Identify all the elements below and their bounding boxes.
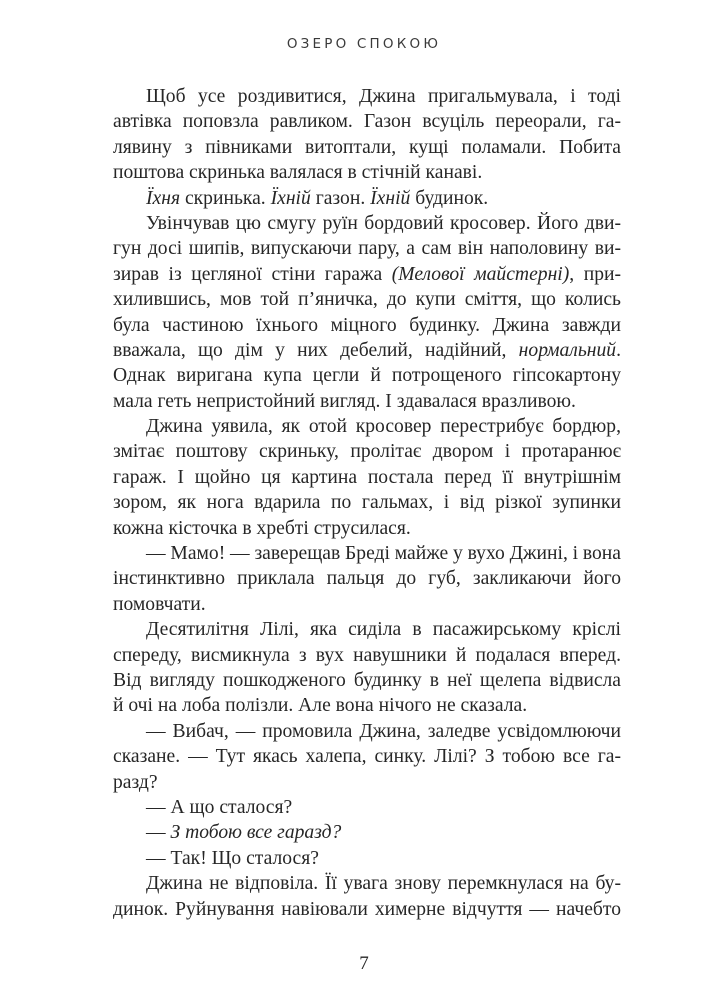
text-segment: газон. bbox=[310, 187, 371, 209]
text-line-content bbox=[113, 439, 621, 464]
text-line-content bbox=[146, 846, 319, 871]
text-segment: мала геть непристойний вигляд. І здавалася вразливою. bbox=[113, 390, 576, 412]
text-segment: будинок. bbox=[410, 187, 489, 209]
text-segment: Десятилітня Лілі, яка сиділа в пасажирському кріслі bbox=[146, 619, 621, 641]
text-line bbox=[113, 668, 621, 693]
text-segment: змітає поштову скриньку, пролітає двором і протаранює bbox=[113, 441, 621, 463]
text-line-content bbox=[113, 109, 621, 134]
page-number: 7 bbox=[359, 953, 369, 974]
text-segment: Однак виригана купа цегли й потрощеного гіпсокартону bbox=[113, 365, 621, 387]
text-line bbox=[113, 109, 621, 134]
text-line-content bbox=[113, 287, 621, 312]
text-line bbox=[113, 135, 621, 160]
text-line bbox=[113, 871, 621, 896]
text-line bbox=[113, 693, 621, 718]
text-line-content bbox=[146, 84, 621, 109]
text-line-content bbox=[113, 135, 621, 160]
text-line bbox=[113, 744, 621, 769]
text-segment: Увінчував цю смугу руїн бордовий кросовер. Його дви- bbox=[146, 212, 621, 234]
text-line-content bbox=[113, 643, 621, 668]
text-segment: помовчати. bbox=[113, 593, 206, 615]
text-line bbox=[113, 897, 621, 922]
text-line-content bbox=[146, 820, 341, 845]
text-segment: автівка поповзла равликом. Газон всуціль переорали, га- bbox=[113, 111, 621, 133]
text-line bbox=[113, 389, 621, 414]
text-segment: — А що сталося? bbox=[146, 796, 293, 818]
text-line-content bbox=[113, 313, 621, 338]
text-line bbox=[113, 846, 621, 871]
text-line bbox=[113, 262, 621, 287]
text-line bbox=[113, 338, 621, 363]
text-line bbox=[113, 313, 621, 338]
text-line bbox=[113, 211, 621, 236]
text-line-content bbox=[146, 617, 621, 642]
text-line-content bbox=[113, 770, 158, 795]
text-segment: Джина не відповіла. Її увага знову перемкнулася на бу- bbox=[146, 873, 621, 895]
text-segment: — bbox=[146, 822, 171, 844]
italic-text: (Мелової майстерні) bbox=[391, 263, 570, 285]
text-line bbox=[113, 465, 621, 490]
italic-text: Їхня bbox=[146, 187, 181, 209]
text-line bbox=[113, 566, 621, 591]
text-segment: гараж. І щойно ця картина постала перед її внутрішнім bbox=[113, 466, 621, 488]
text-line-content bbox=[113, 693, 527, 718]
text-line-content bbox=[146, 541, 621, 566]
text-line-content bbox=[113, 516, 411, 541]
text-line bbox=[113, 820, 621, 845]
text-line bbox=[113, 287, 621, 312]
text-line bbox=[113, 414, 621, 439]
text-line-content bbox=[113, 389, 576, 414]
text-line bbox=[113, 541, 621, 566]
text-line bbox=[113, 643, 621, 668]
text-line-content bbox=[113, 338, 621, 363]
text-line-content bbox=[113, 490, 621, 515]
text-line bbox=[113, 363, 621, 388]
text-line-content bbox=[113, 897, 621, 922]
text-segment: сказане. — Тут якась халепа, синку. Лілі? З тобою все га- bbox=[113, 746, 621, 768]
text-segment: Від вигляду пошкодженого будинку в неї щелепа відвисла bbox=[113, 669, 621, 691]
text-segment: й очі на лоба полізли. Але вона нічого не сказала. bbox=[113, 695, 528, 717]
text-line-content bbox=[146, 719, 621, 744]
text-line-content bbox=[146, 211, 621, 236]
text-segment: динок. Руйнування навіювали химерне відчуття — начебто bbox=[113, 898, 621, 920]
text-segment: разд? bbox=[113, 771, 158, 793]
text-line-content bbox=[146, 795, 292, 820]
text-line bbox=[113, 770, 621, 795]
italic-text: нормальний bbox=[518, 339, 617, 361]
text-line bbox=[113, 719, 621, 744]
text-segment: Джина уявила, як отой кросовер перестрибує бордюр, bbox=[146, 416, 621, 438]
italic-text: З тобою все гаразд? bbox=[170, 822, 342, 844]
text-segment: скринька. bbox=[180, 187, 271, 209]
text-segment: — Вибач, — промовила Джина, заледве усвідомлюючи bbox=[146, 720, 621, 742]
text-segment: — Так! Що сталося? bbox=[146, 847, 319, 869]
text-segment: кожна кісточка в хребті струсилася. bbox=[113, 517, 411, 539]
text-line-content bbox=[146, 186, 488, 211]
text-line-content bbox=[146, 414, 621, 439]
text-segment: вважала, що дім у них дебелий, надійний, bbox=[113, 339, 519, 361]
text-line bbox=[113, 795, 621, 820]
text-line bbox=[113, 490, 621, 515]
text-line bbox=[113, 439, 621, 464]
text-segment: поштова скринька валялася в стічній канаві. bbox=[113, 162, 483, 184]
italic-text: Їхній bbox=[370, 187, 411, 209]
text-line bbox=[113, 84, 621, 109]
text-line-content bbox=[113, 363, 621, 388]
text-line-content bbox=[113, 668, 621, 693]
text-segment: — Мамо! — заверещав Бреді майже у вухо Джині, і вона bbox=[146, 543, 621, 565]
text-line bbox=[113, 516, 621, 541]
running-header: ОЗЕРО СПОКОЮ bbox=[286, 36, 442, 52]
text-line bbox=[113, 236, 621, 261]
body-text bbox=[113, 84, 621, 922]
text-line bbox=[113, 617, 621, 642]
text-line bbox=[113, 186, 621, 211]
text-segment: . bbox=[616, 339, 621, 361]
text-line-content bbox=[113, 744, 621, 769]
text-segment: , при- bbox=[569, 263, 621, 285]
text-line-content bbox=[113, 262, 621, 287]
text-segment: лявину з півниками витоптали, кущі поламали. Побита bbox=[113, 136, 621, 158]
text-line bbox=[113, 592, 621, 617]
text-line bbox=[113, 160, 621, 185]
text-line-content bbox=[113, 465, 621, 490]
italic-text: Їхній bbox=[270, 187, 311, 209]
text-line-content bbox=[113, 236, 621, 261]
text-segment: хилившись, мов той п’яничка, до купи сміття, що колись bbox=[113, 289, 621, 311]
text-segment: зором, як нога вдарила по гальмах, і від різкої зупинки bbox=[113, 492, 621, 514]
text-line-content bbox=[146, 871, 621, 896]
text-segment: спереду, висмикнула з вух навушники й подалася вперед. bbox=[113, 644, 621, 666]
text-line-content bbox=[113, 160, 482, 185]
text-segment: гун досі шипів, випускаючи пару, а сам він наполовину ви- bbox=[113, 238, 621, 260]
text-segment: була частиною їхнього міцного будинку. Джина завжди bbox=[113, 314, 621, 336]
text-segment: інстинктивно приклала пальця до губ, закликаючи його bbox=[113, 568, 621, 590]
text-line-content bbox=[113, 592, 206, 617]
text-line-content bbox=[113, 566, 621, 591]
text-segment: Щоб усе роздивитися, Джина пригальмувала, і тоді bbox=[146, 86, 621, 107]
text-segment: зирав із цегляної стіни гаража bbox=[113, 263, 392, 285]
